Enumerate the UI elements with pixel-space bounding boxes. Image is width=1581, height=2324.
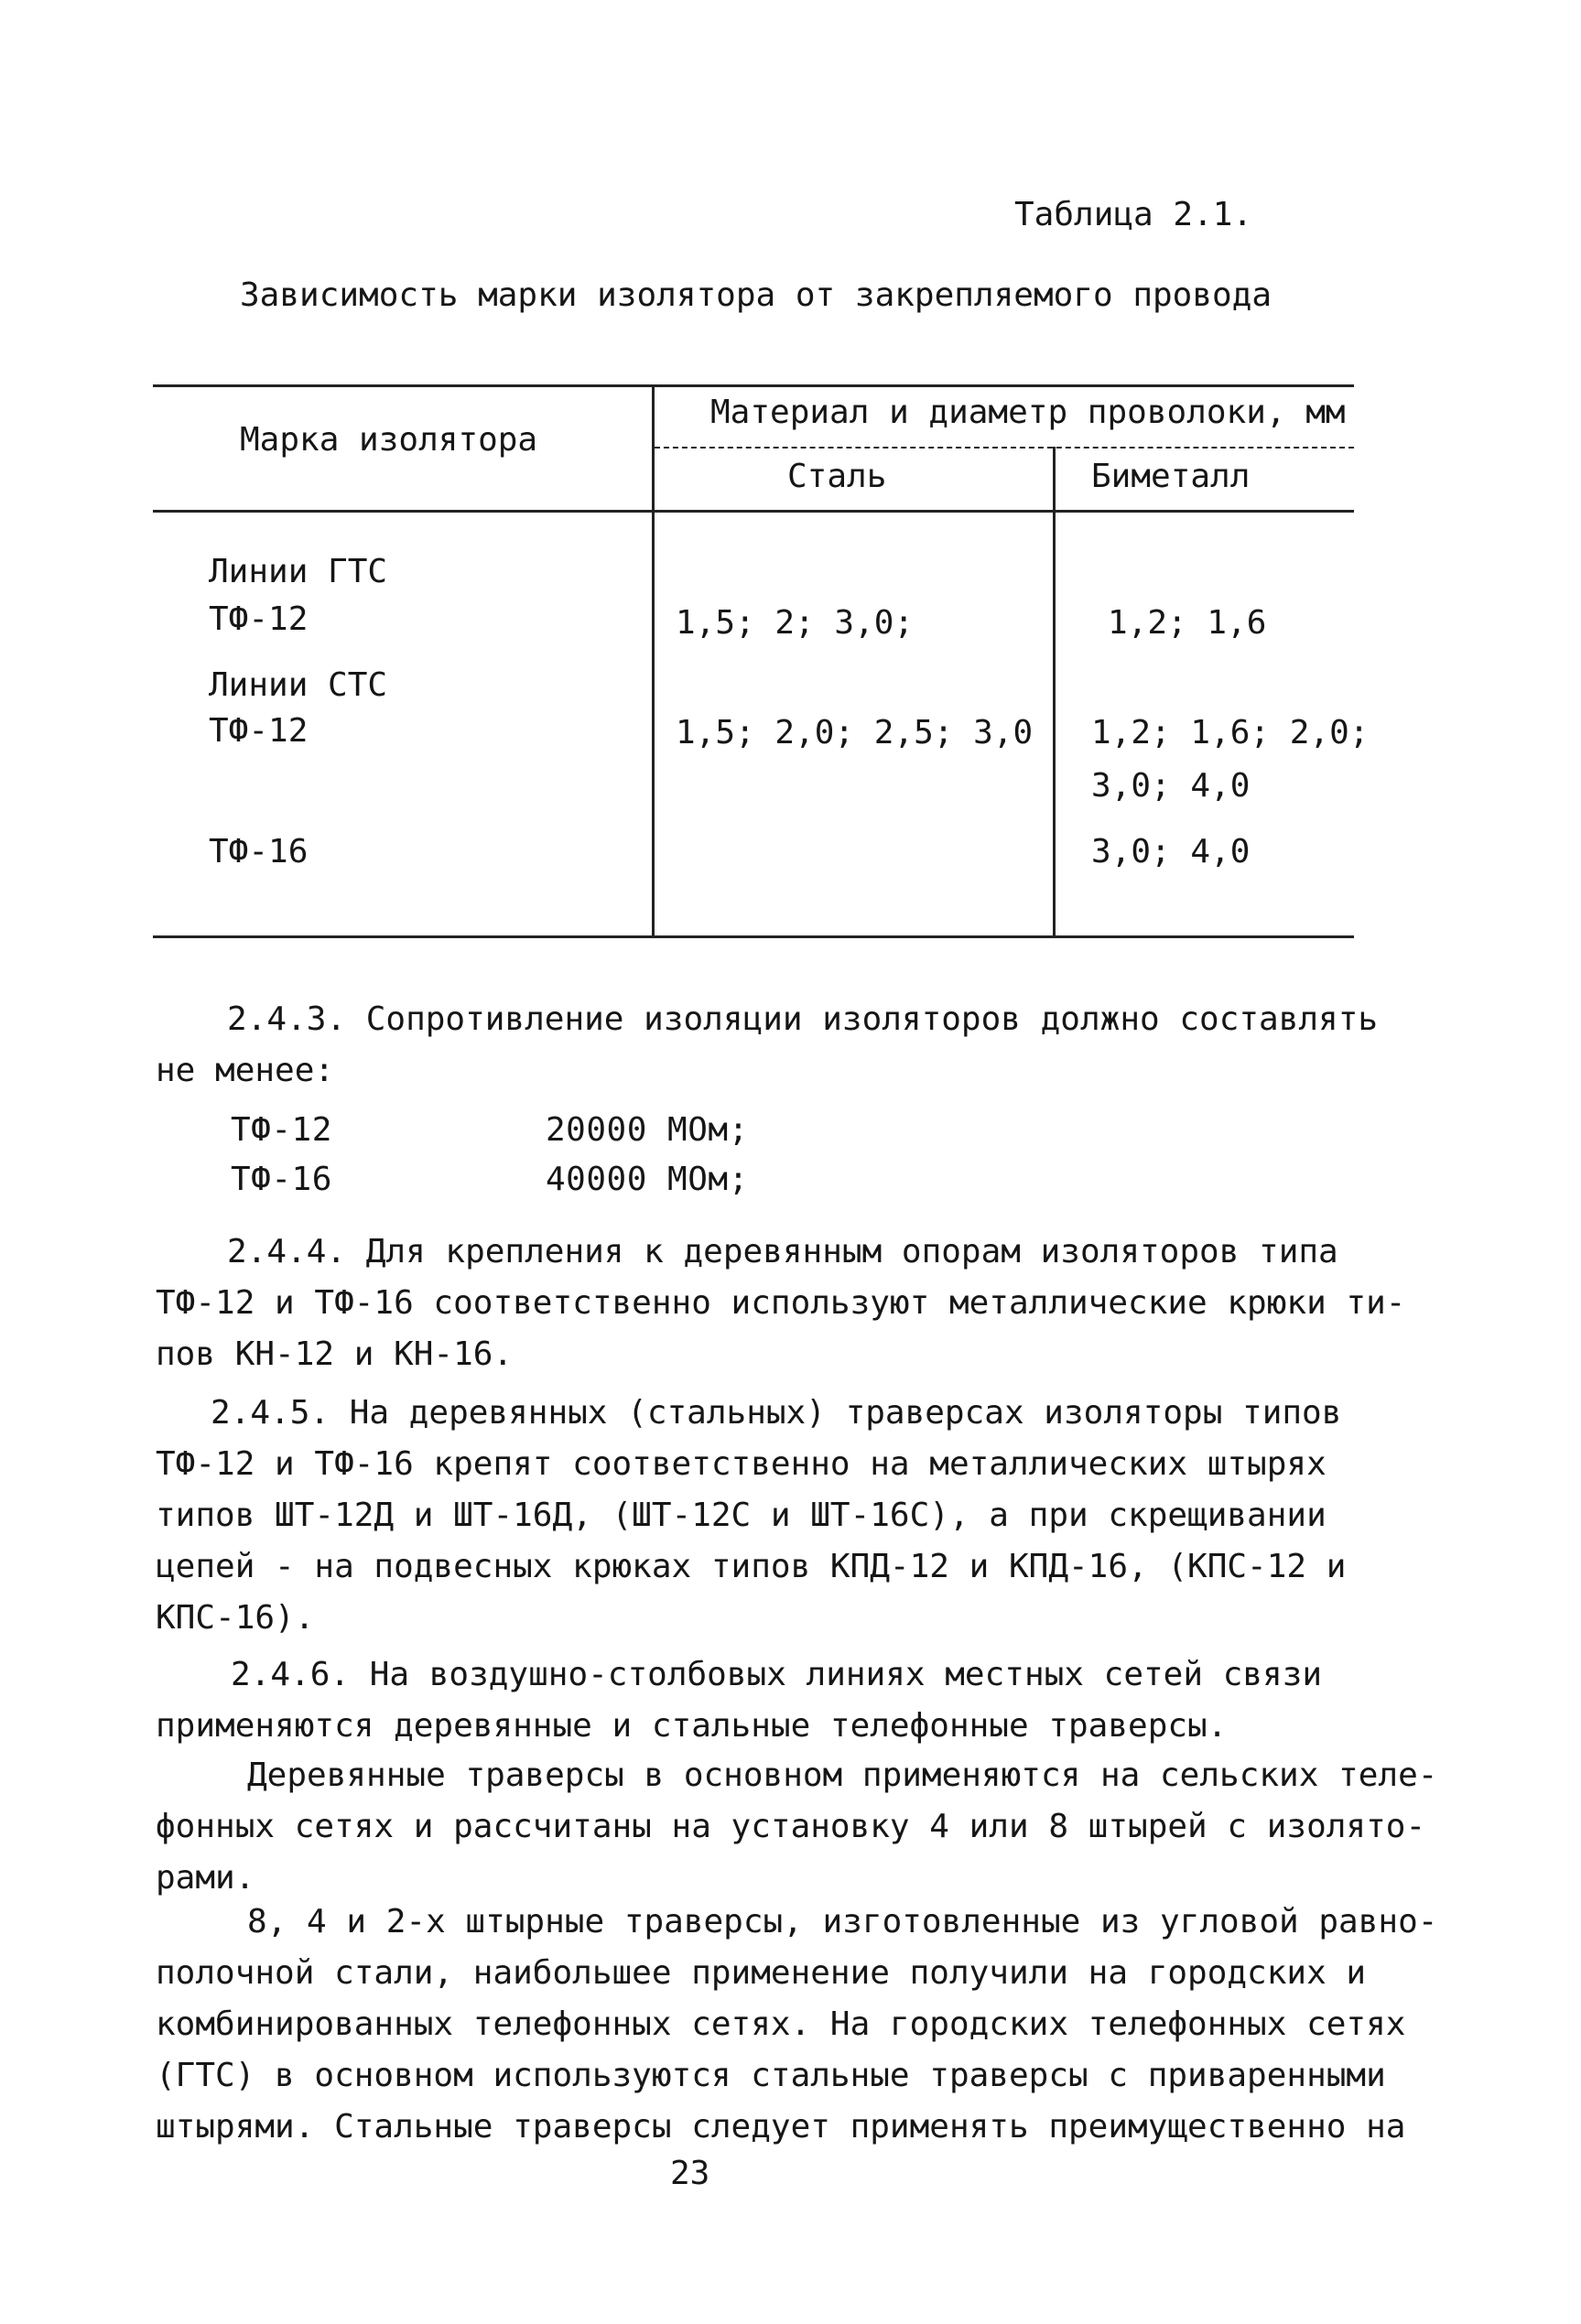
table-title: Зависимость марки изолятора от закрепляемого провода [240, 276, 1272, 314]
text-line: КПС-16). [156, 1599, 315, 1637]
paragraph-2-4-4 [156, 1227, 1406, 1380]
col-divider-1 [652, 384, 655, 937]
header-steel: Сталь [787, 458, 887, 495]
text-line: 2.4.3. Сопротивление изоляции изоляторов должно составлять [227, 1000, 1379, 1038]
col-divider-2 [1053, 447, 1056, 937]
text-line: комбинированных телефонных сетях. На городских телефонных сетях [156, 2005, 1406, 2043]
text-line: Деревянные траверсы в основном применяются на сельских теле- [247, 1757, 1438, 1794]
resistance-value: 40000 МОм; [546, 1161, 749, 1198]
paragraph-2-4-5 [156, 1388, 1382, 1644]
header-bimetal: Биметалл [1091, 458, 1251, 495]
row-bimetal-value: 3,0; 4,0 [1091, 767, 1251, 805]
row-bimetal-value: 1,2; 1,6 [1108, 604, 1267, 642]
header-group-rule [655, 447, 1354, 449]
row-label-insulator: ТФ-12 [209, 712, 309, 750]
resistance-value: 20000 МОм; [546, 1111, 749, 1149]
text-line: ТФ-12 и ТФ-16 крепят соответственно на металлических штырях [156, 1445, 1327, 1483]
text-line: рами. [156, 1859, 255, 1897]
text-line: 2.4.4. Для крепления к деревянным опорам изоляторов типа [227, 1233, 1338, 1270]
text-line: пов КН-12 и КН-16. [156, 1335, 514, 1373]
header-bottom-rule [153, 510, 1354, 513]
text-line: применяются деревянные и стальные телефонные траверсы. [156, 1707, 1228, 1745]
text-line: полочной стали, наибольшее применение получили на городских и [156, 1954, 1367, 1992]
paragraph-2-4-3 [156, 994, 1382, 1097]
row-label-insulator: ТФ-12 [209, 600, 309, 638]
text-line: ТФ-12 и ТФ-16 соответственно используют металлические крюки ти- [156, 1284, 1406, 1322]
text-line: не менее: [156, 1052, 335, 1089]
paragraph-2-4-6 [156, 1649, 1382, 1752]
resistance-type: ТФ-12 [231, 1111, 332, 1149]
row-label-line-type: Линии ГТС [209, 553, 388, 590]
row-bimetal-value: 1,2; 1,6; 2,0; [1091, 714, 1370, 751]
table-bottom-rule [153, 935, 1354, 938]
resistance-type: ТФ-16 [231, 1161, 332, 1198]
row-label-line-type: Линии СТС [209, 666, 388, 704]
text-line: фонных сетях и рассчитаны на установку 4 или 8 штырей с изолято- [156, 1808, 1426, 1845]
row-bimetal-value: 3,0; 4,0 [1091, 833, 1251, 870]
row-steel-value: 1,5; 2,0; 2,5; 3,0 [676, 714, 1034, 751]
paragraph-steel-crossarms [156, 1897, 1438, 2153]
paragraph-wooden-crossarms [156, 1750, 1438, 1904]
row-steel-value: 1,5; 2; 3,0; [676, 604, 915, 642]
header-insulator-brand: Марка изолятора [240, 421, 538, 459]
text-line: типов ШТ-12Д и ШТ-16Д, (ШТ-12С и ШТ-16С), а при скрещивании [156, 1497, 1327, 1534]
text-line: штырями. Стальные траверсы следует применять преимущественно на [156, 2108, 1406, 2146]
header-material-diameter: Материал и диаметр проволоки, мм [710, 394, 1346, 431]
text-line: (ГТС) в основном используются стальные траверсы с приваренными [156, 2057, 1386, 2094]
table-top-rule [153, 384, 1354, 387]
text-line: 2.4.6. На воздушно-столбовых линиях местных сетей связи [231, 1656, 1323, 1693]
table-caption: Таблица 2.1. [1014, 196, 1253, 233]
text-line: цепей - на подвесных крюках типов КПД-12 и КПД-16, (КПС-12 и [156, 1548, 1347, 1585]
page-number: 23 [670, 2155, 710, 2192]
row-label-insulator: ТФ-16 [209, 833, 309, 870]
text-line: 2.4.5. На деревянных (стальных) траверсах изоляторы типов [211, 1394, 1342, 1432]
text-line: 8, 4 и 2-х штырные траверсы, изготовленные из угловой равно- [247, 1903, 1438, 1940]
